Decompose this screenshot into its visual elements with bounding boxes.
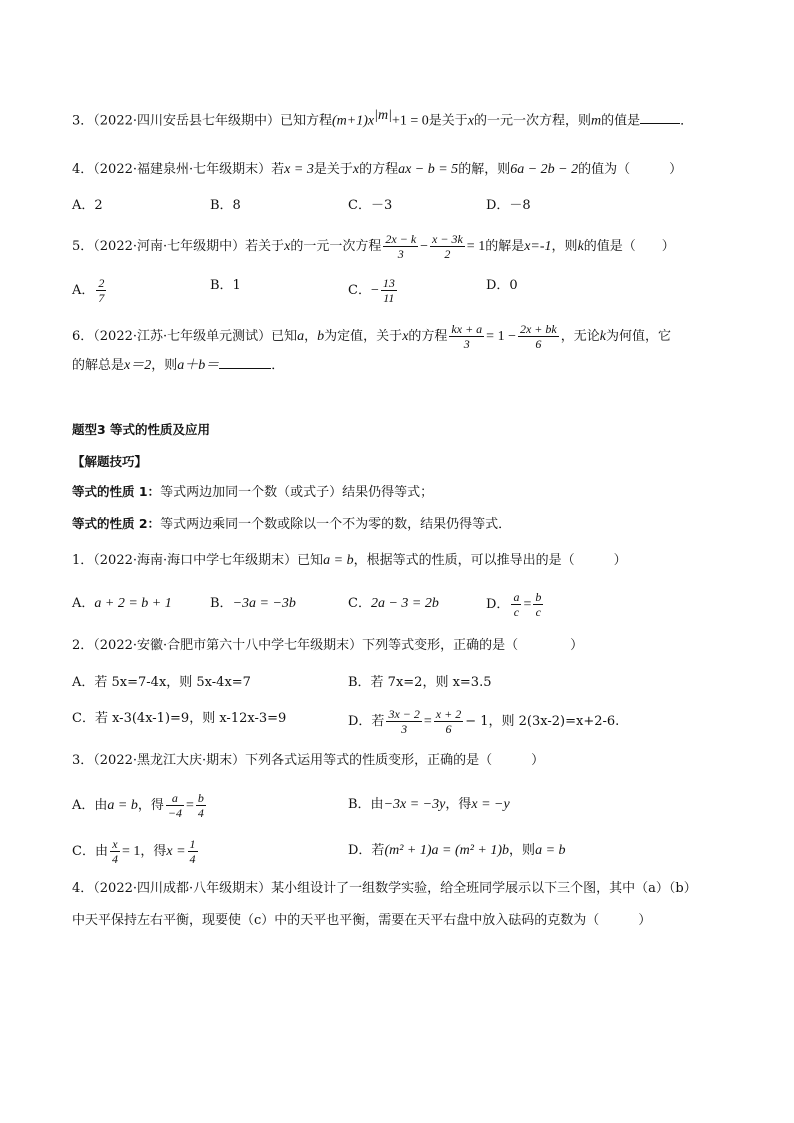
numerator: x <box>110 837 120 852</box>
question-source: （2022·黑龙江大庆·期末） <box>93 753 246 768</box>
option-c[interactable]: C．－3 <box>348 198 393 213</box>
equation: (m² + 1)a = (m² + 1)b <box>384 843 510 858</box>
fraction <box>533 590 543 619</box>
fraction <box>430 232 465 261</box>
option-a[interactable]: A．若 5x=7-4x，则 5x-4x=7 <box>72 675 251 690</box>
question-text: 若 <box>271 162 285 177</box>
operator: = <box>523 597 532 612</box>
equation: a = b <box>323 553 354 568</box>
fraction <box>110 837 120 866</box>
question-text: 某小组设计了一组数学实验，给全班同学展示以下三个图，其中（a）（b） <box>271 881 697 896</box>
numerator: 13 <box>382 276 395 290</box>
denominator: 4 <box>111 852 118 866</box>
variable: x <box>467 113 474 129</box>
punctuation: ． <box>680 113 694 129</box>
equation: x = −y <box>471 797 510 812</box>
question-2 <box>72 636 583 656</box>
equation: x＝2 <box>124 358 152 373</box>
punctuation: ． <box>271 358 285 373</box>
question-text: 的方程 <box>408 329 448 344</box>
question-text: 的一元一次方程 <box>290 239 382 254</box>
option-a[interactable]: A．2 <box>72 198 103 213</box>
answer-blank[interactable] <box>640 111 680 124</box>
question-4-first <box>72 160 682 180</box>
equation: −3a = −3b <box>232 596 296 611</box>
equation: 6a − 2b − 2 <box>510 162 579 177</box>
equation: a＋b＝ <box>177 358 220 373</box>
option-text: ，得 <box>445 797 472 812</box>
option-c[interactable] <box>348 594 439 614</box>
option-d[interactable]: D．0 <box>486 278 518 293</box>
numerator: kx + a <box>451 322 483 336</box>
denominator: 2 <box>444 247 451 261</box>
question-number: 6． <box>72 329 94 344</box>
question-text: ，则 <box>551 239 578 254</box>
question-3 <box>72 751 544 771</box>
question-text: 已知 <box>271 329 298 344</box>
denominator: 11 <box>383 291 395 305</box>
question-text: 下列等式变形，正确的是（ ） <box>362 638 584 653</box>
option-label: B． <box>210 596 233 611</box>
variable: x <box>402 329 409 344</box>
variable: m <box>590 113 602 129</box>
option-text: ，得 <box>140 844 167 859</box>
option-b[interactable]: B．若 7x=2，则 x=3.5 <box>348 675 492 690</box>
variable: x <box>352 162 360 177</box>
question-text: 的一元一次方程，则 <box>473 113 591 129</box>
numerator: x − 3k <box>432 232 463 246</box>
question-1 <box>72 551 627 571</box>
option-label: C． <box>348 283 371 298</box>
question-source: （2022·四川成都·八年级期末） <box>93 881 272 896</box>
question-text: ，则 <box>151 358 178 373</box>
equation: a = b <box>535 843 566 858</box>
operator: − <box>370 283 379 298</box>
question-source: （2022·河南·七年级期中） <box>93 239 246 254</box>
question-5-first <box>72 232 675 261</box>
property-text: 等式两边乘同一个数或除以一个不为零的数，结果仍得等式． <box>160 517 512 532</box>
denominator: c <box>513 605 520 619</box>
question-source: （2022·海南·海口中学七年级期末） <box>93 553 298 568</box>
property-2 <box>72 514 511 535</box>
denominator: 7 <box>98 291 105 305</box>
exponent: |m| <box>374 108 392 123</box>
equation: (m+1)x <box>332 113 375 129</box>
variable: b <box>317 329 325 344</box>
option-label: A． <box>72 283 95 298</box>
question-text: 若关于 <box>245 239 285 254</box>
denominator: 4 <box>189 852 196 866</box>
numerator: 1 <box>189 837 196 851</box>
denominator: 3 <box>463 337 470 351</box>
numerator: a <box>513 590 520 604</box>
equation: a + 2 = b + 1 <box>94 596 172 611</box>
equation: −3x = −3y <box>383 797 446 812</box>
question-text: 为定值，关于 <box>324 329 403 344</box>
option-label: C．由 <box>72 844 108 859</box>
option-a[interactable] <box>72 791 208 820</box>
option-c[interactable]: C．若 x-3(4x-1)=9，则 x-12x-3=9 <box>72 711 287 726</box>
equation: = 1 − <box>486 329 516 344</box>
option-b[interactable]: B．8 <box>210 198 241 213</box>
option-d[interactable] <box>348 841 566 861</box>
question-text: 的方程 <box>359 162 399 177</box>
option-label: B．由 <box>348 797 384 812</box>
question-text: ，无论 <box>560 329 600 344</box>
equation: 2a − 3 = 2b <box>370 596 439 611</box>
equation: x=-1 <box>524 239 552 254</box>
fraction <box>386 707 421 736</box>
equation: − 1，则 2(3x-2)=x+2-6. <box>465 714 620 729</box>
fraction <box>383 232 418 261</box>
question-source: （2022·江苏·七年级单元测试） <box>93 329 272 344</box>
option-label: C． <box>348 596 371 611</box>
option-d[interactable] <box>348 707 619 736</box>
equation: ax − b = 5 <box>398 162 459 177</box>
tips-heading: 【解题技巧】 <box>72 454 148 469</box>
option-a[interactable] <box>72 276 108 305</box>
question-text: 的解是 <box>485 239 525 254</box>
property-label: 等式的性质 2： <box>72 516 161 531</box>
numerator: b <box>535 590 542 604</box>
fraction <box>518 322 559 351</box>
question-source: （2022·四川安岳县七年级期中） <box>93 113 280 129</box>
question-number: 3． <box>72 753 94 768</box>
answer-blank[interactable] <box>219 356 271 369</box>
variable: x <box>284 239 291 254</box>
question-number: 4． <box>72 162 94 177</box>
denominator: 6 <box>535 337 542 351</box>
equation: x = <box>166 844 186 859</box>
operator: − <box>420 239 429 254</box>
question-source: （2022·福建泉州·七年级期末） <box>93 162 272 177</box>
question-number: 1． <box>72 553 94 568</box>
question-text: 为何值，它 <box>605 329 671 344</box>
denominator: c <box>535 605 541 619</box>
operator: = <box>423 714 432 729</box>
fraction <box>188 837 198 866</box>
question-text: 的值为（ ） <box>578 162 683 177</box>
option-a[interactable] <box>72 594 172 614</box>
property-label: 等式的性质 1： <box>72 484 161 499</box>
question-text: 是关于 <box>428 113 468 129</box>
denominator: −4 <box>167 806 182 820</box>
numerator: 2x − k <box>385 232 417 246</box>
equation: = 1 <box>466 239 486 254</box>
numerator: x + 2 <box>435 707 462 721</box>
question-text: 的值是 <box>601 113 641 129</box>
equation: = 1 <box>121 844 141 859</box>
numerator: b <box>197 791 204 805</box>
option-d[interactable] <box>486 590 545 619</box>
equation: x = 3 <box>284 162 314 177</box>
question-text: 的解总是 <box>72 358 125 373</box>
question-text: 是关于 <box>313 162 353 177</box>
question-6-second <box>72 356 284 376</box>
variable: a <box>297 329 305 344</box>
option-c[interactable] <box>348 276 399 305</box>
option-label: A． <box>72 596 95 611</box>
question-text: 已知 <box>297 553 324 568</box>
question-number: 3． <box>72 113 94 129</box>
option-label: A．由 <box>72 798 108 813</box>
question-text: 的值是（ ） <box>583 239 675 254</box>
denominator: 3 <box>397 247 404 261</box>
punctuation: ， <box>304 329 318 344</box>
equation: +1 = 0 <box>391 113 429 129</box>
variable: k <box>577 239 584 254</box>
denominator: 4 <box>197 806 204 820</box>
numerator: 3x − 2 <box>388 707 420 721</box>
fraction <box>166 791 184 820</box>
option-label: D． <box>486 597 510 612</box>
question-number: 5． <box>72 239 94 254</box>
option-text: ，得 <box>137 798 164 813</box>
question-number: 4． <box>72 881 94 896</box>
question-6-first <box>72 322 671 351</box>
option-b[interactable]: B．1 <box>210 278 241 293</box>
fraction <box>449 322 484 351</box>
denominator: 6 <box>445 722 452 736</box>
numerator: a <box>166 791 184 806</box>
fraction <box>511 590 521 619</box>
question-4 <box>72 879 697 899</box>
question-text: 下列各式运用等式的性质变形，正确的是（ ） <box>245 753 545 768</box>
option-text: ，则 <box>509 843 536 858</box>
option-d[interactable]: D．－8 <box>486 198 531 213</box>
option-label: D．若 <box>348 843 385 858</box>
question-number: 2． <box>72 638 94 653</box>
operator: = <box>185 798 194 813</box>
section-title: 题型3 等式的性质及应用 <box>72 422 211 437</box>
question-3-first <box>72 106 693 131</box>
numerator: 2 <box>98 276 105 290</box>
question-text: ，根据等式的性质，可以推导出的是（ ） <box>353 553 627 568</box>
numerator: 2x + bk <box>519 322 557 336</box>
fraction <box>96 276 106 305</box>
property-text: 等式两边加同一个数（或式子）结果仍得等式； <box>160 485 434 500</box>
property-1 <box>72 482 433 503</box>
option-b[interactable] <box>210 594 296 614</box>
option-b[interactable] <box>348 795 510 815</box>
equation: a = b <box>107 798 138 813</box>
denominator: 3 <box>401 722 408 736</box>
question-text: 已知方程 <box>280 113 333 129</box>
option-c[interactable] <box>72 837 200 866</box>
option-label: D．若 <box>348 714 385 729</box>
fraction <box>196 791 206 820</box>
variable: k <box>599 329 606 344</box>
question-source: （2022·安徽·合肥市第六十八中学七年级期末） <box>93 638 363 653</box>
fraction <box>434 707 463 736</box>
question-4-second: 中天平保持左右平衡，现要使（c）中的天平也平衡，需要在天平右盘中放入砝码的克数为（ ） <box>72 913 652 928</box>
question-text: 的解，则 <box>458 162 511 177</box>
fraction <box>381 276 397 305</box>
